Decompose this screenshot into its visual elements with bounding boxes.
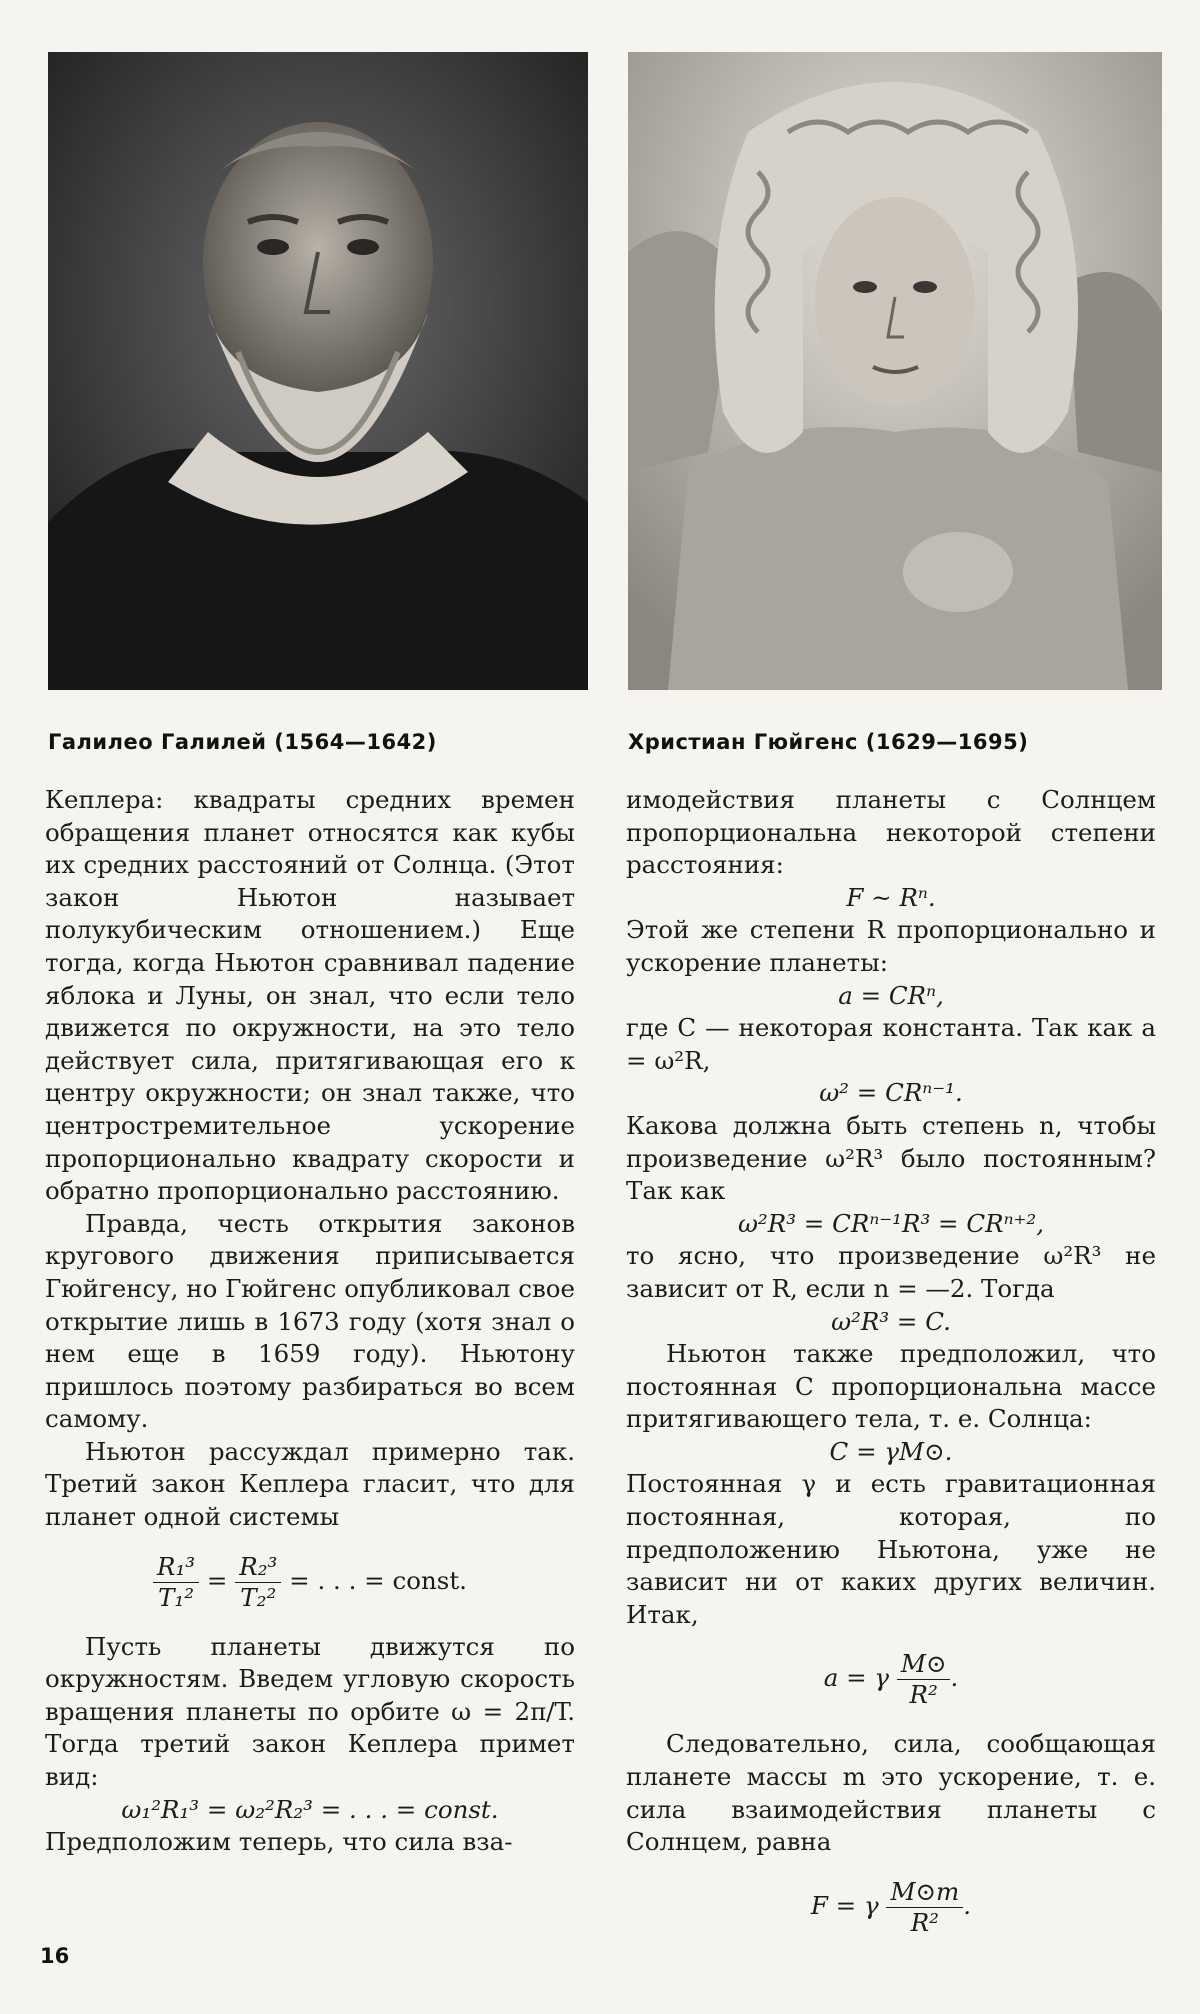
paragraph: Правда, честь открытия законов кругового движения приписывается Гюйгенсу, но Гюйгенс опубликовал свое открытие лишь в 1673 году (хотя знал о нем еще в 1659 году). Ньютону пришлось поэтому разбираться во всем самому. <box>45 1208 575 1434</box>
paragraph: Ньютон рассуждал примерно так. Третий закон Кеплера гласит, что для планет одной системы <box>45 1436 575 1532</box>
galileo-portrait <box>48 52 588 690</box>
page-number: 16 <box>40 1944 70 1968</box>
paragraph: Какова должна быть степень n, чтобы произведение ω²R³ было постоянным? Так как <box>626 1110 1156 1206</box>
formula-omega-squared: ω² = CRⁿ⁻¹. <box>819 1078 963 1108</box>
paragraph: где C — некоторая константа. Так как a = ω²R, <box>626 1013 1156 1075</box>
right-text-column <box>626 784 1156 1956</box>
paragraph: Постоянная γ и есть гравитационная постоянная, которая, по предположению Ньютона, уже не зависит ни от каких других величин. Итак, <box>626 1469 1156 1629</box>
paragraph: Пусть планеты движутся по окружностям. Введем угловую скорость вращения планеты по орбите ω = 2π/T. Тогда третий закон Кеплера примет вид: <box>45 1631 575 1792</box>
paragraph: Следовательно, сила, сообщающая планете массы m это ускорение, т. е. сила взаимодействия планеты с Солнцем, равна <box>626 1729 1156 1857</box>
formula-gravity-force: F = γ $\frac{M⊙m}{\text{R²}}$ . <box>810 1876 972 1937</box>
formula-constant: ω²R³ = C. <box>831 1306 951 1336</box>
caption-huygens: Христиан Гюйгенс (1629—1695) <box>628 730 1029 754</box>
formula-gamma-mass: C = γM⊙. <box>829 1436 953 1466</box>
paragraph: то ясно, что произведение ω²R³ не зависит от R, если n = —2. Тогда <box>626 1241 1156 1303</box>
formula-accel-gravity: a = γ $\frac{M⊙}{\text{R²}}$ . <box>823 1649 959 1710</box>
formula-force-power: F ~ Rⁿ. <box>846 882 936 912</box>
formula-omega: ω₁²R₁³ = ω₂²R₂³ = . . . = const. <box>121 1794 499 1824</box>
formula-kepler-ratio: $\frac{\text{R₁³}}{\text{T₁²}}$ = $\frac{\text{R₂³}}{\text{T₂²}}$ = . . . = const. <box>45 1552 575 1613</box>
formula-product: ω²R³ = CRⁿ⁻¹R³ = CRⁿ⁺², <box>737 1208 1045 1238</box>
huygens-portrait <box>628 52 1162 690</box>
paragraph: Предположим теперь, что сила вза- <box>45 1827 513 1857</box>
left-text-column <box>45 784 575 1859</box>
paragraph: Ньютон также предположил, что постоянная C пропорциональна массе притягивающего тела, т. е. Солнца: <box>626 1339 1156 1434</box>
formula-acceleration: a = CRⁿ, <box>838 980 944 1010</box>
paragraph: Этой же степени R пропорционально и ускорение планеты: <box>626 915 1156 977</box>
paragraph: Кеплера: квадраты средних времен обращения планет относятся как кубы их средних расстояний от Солнца. (Этот закон Ньютон называет полукубическим отношением.) Еще тогда, когда Ньютон сравнивал падение яблока и Луны, он знал, что если тело движется по окружности, на это тело действует сила, притягивающая его к центру окружности; он знал также, что центростремительное ускорение пропорционально квадрату скорости и обратно пропорционально расстоянию. <box>45 785 575 1206</box>
caption-galileo: Галилео Галилей (1564—1642) <box>48 730 437 754</box>
paragraph: имодействия планеты с Солнцем пропорциональна некоторой степени расстояния: <box>626 785 1156 880</box>
